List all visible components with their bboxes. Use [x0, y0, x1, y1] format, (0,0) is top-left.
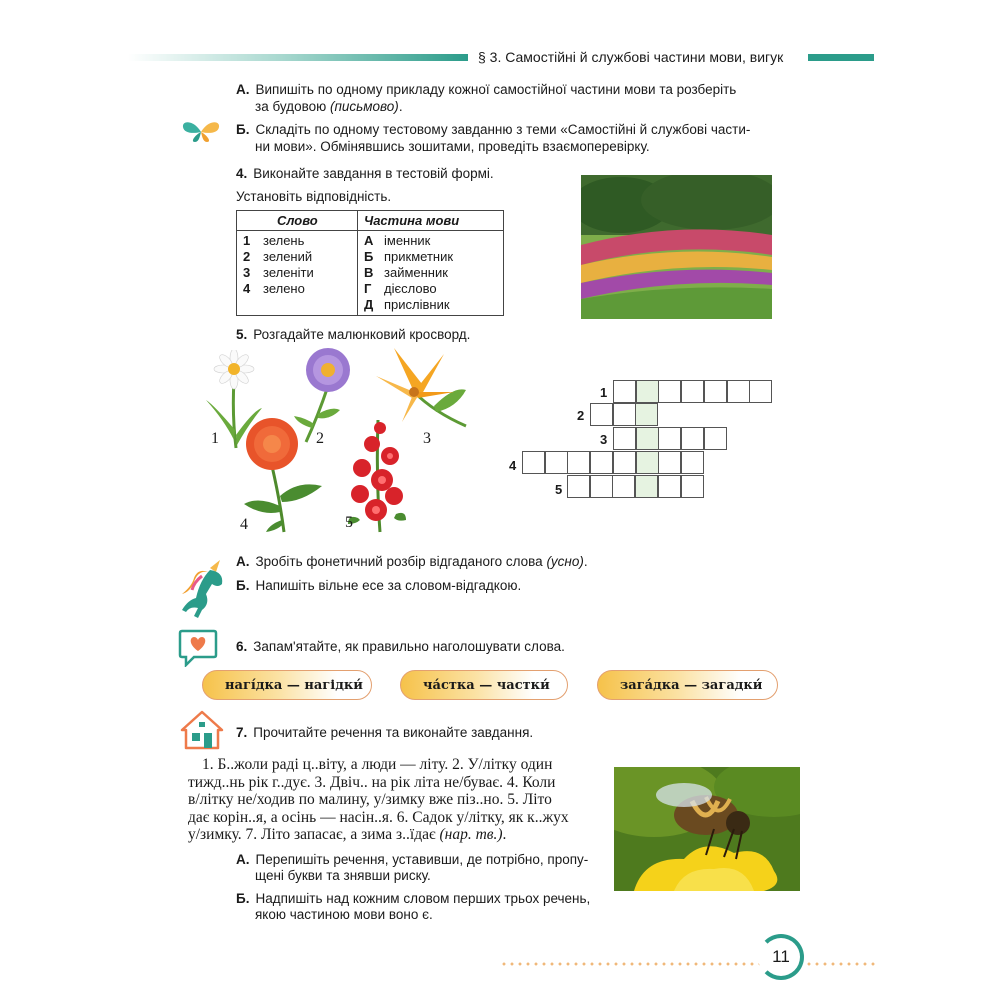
task4-instruction: Установіть відповідність.: [236, 189, 392, 204]
footer-dots: [500, 962, 762, 966]
task6-heading: 6. Запам'ятайте, як правильно наголошувати слова.: [236, 639, 565, 654]
unicorn-icon: [180, 560, 232, 618]
proverb-line: в/літку не/ходив по малину, у/зимку вже піз..но. 5. Літо: [188, 791, 552, 808]
stress-pill-nagidka: нагі́дка — нагідки́: [202, 670, 372, 700]
task-b1-line2: ни мови». Обмінявшись зошитами, проведіть взаємоперевірку.: [255, 139, 650, 154]
mallow-illustration: [346, 418, 408, 534]
list-item: Г дієслово: [364, 281, 437, 296]
crossword-cell: [704, 427, 727, 450]
crossword-cell: [681, 380, 704, 403]
crossword-cell: [658, 475, 681, 498]
list-item: 2 зелений: [243, 249, 313, 264]
crossword-cell: [704, 380, 727, 403]
task-b2-text: Б. Напишіть вільне есе за словом-відгадкою.: [236, 578, 522, 593]
list-item: Б прикметник: [364, 249, 454, 264]
crossword-cell: [567, 475, 590, 498]
page-header-title: § 3. Самостійні й службові частини мови, вигук: [478, 49, 784, 65]
butterfly-icon: [180, 118, 222, 144]
header-decor-bar-right: [808, 54, 874, 61]
crossword-cell: [636, 380, 659, 403]
proverb-line: 1. Б..жоли раді ц..віту, а люди — літу. 2. У/літку один: [202, 756, 553, 773]
matching-table: [236, 210, 504, 316]
crossword-cell: [749, 380, 772, 403]
list-item: А іменник: [364, 233, 431, 248]
flower-label-4: 4: [240, 516, 248, 533]
crossword-cell: [590, 475, 613, 498]
garden-photo: [581, 175, 772, 319]
proverbs-text: [188, 756, 608, 844]
crossword-cell: [658, 380, 681, 403]
crossword-cell: [613, 403, 636, 426]
part-list: [358, 231, 504, 316]
crossword-cell: [681, 427, 704, 450]
stress-pill-chastka: ча́стка — частки́: [400, 670, 568, 700]
crossword-cell: [681, 451, 704, 474]
crossword-cell: [636, 427, 659, 450]
crossword-cell: [658, 451, 681, 474]
crossword-cell: [522, 451, 545, 474]
task7-b-line2: якою частиною мови воно є.: [255, 907, 433, 922]
crossword-cell: [545, 451, 568, 474]
crossword-cell: [613, 427, 636, 450]
task-a1-line2: за будовою (письмово).: [255, 99, 403, 114]
crossword-number-4: 4: [509, 458, 517, 473]
list-item: Д прислівник: [364, 297, 450, 312]
task7-a-line2: щені букви та знявши риску.: [255, 868, 431, 883]
stress-pill-zagadka: зага́дка — загадки́: [597, 670, 778, 700]
crossword-cell: [612, 475, 635, 498]
task4-heading: 4. Виконайте завдання в тестовій формі.: [236, 166, 494, 181]
crossword-number-2: 2: [577, 408, 585, 423]
crossword-cell: [658, 427, 681, 450]
crossword-cell: [727, 380, 750, 403]
proverb-line: тижд..нь рік г..дує. 3. Двіч.. на рік літа не/буває. 4. Коли: [188, 773, 556, 791]
crossword-number-5: 5: [555, 482, 563, 497]
flower-label-1: 1: [211, 430, 219, 447]
crossword-cell: [635, 403, 658, 426]
footer-dots-right: [805, 962, 875, 966]
crossword-cell: [613, 451, 636, 474]
list-item: 3 зеленіти: [243, 265, 314, 280]
crossword-cell: [590, 451, 613, 474]
house-icon: [180, 710, 224, 750]
task-a1-line1: А. Випишіть по одному прикладу кожної самостійної частини мови та розберіть: [236, 82, 737, 97]
table-header-part: Частина мови: [358, 211, 504, 231]
bee-photo: [614, 767, 800, 891]
flower-label-5: 5: [345, 514, 353, 531]
crossword-cell: [590, 403, 613, 426]
task-b1-line1: Б. Складіть по одному тестовому завданню з теми «Самостійні й службові части-: [236, 122, 751, 137]
table-header-word: Слово: [237, 211, 358, 231]
header-decor-bar: [128, 54, 468, 61]
crossword-cell: [635, 475, 658, 498]
flower-label-2: 2: [316, 430, 324, 447]
crossword-number-3: 3: [600, 432, 608, 447]
crossword-number-1: 1: [600, 385, 608, 400]
proverb-line: у/зимку. 7. Літо запасає, а зима з..їдає (нар. тв.).: [188, 826, 507, 843]
crossword-cell: [636, 451, 659, 474]
task7-a-line1: А. Перепишіть речення, уставивши, де потрібно, пропу-: [236, 852, 589, 867]
lily-illustration: [374, 346, 470, 428]
crossword-cell: [613, 380, 636, 403]
list-item: 4 зелено: [243, 281, 305, 296]
word-list: [237, 231, 358, 316]
crossword-cell: [681, 475, 704, 498]
crossword-cell: [567, 451, 590, 474]
task-a2-text: А. Зробіть фонетичний розбір відгаданого слова (усно).: [236, 554, 588, 569]
list-item: 1 зелень: [243, 233, 305, 248]
dahlia-illustration: [240, 416, 326, 534]
list-item: В займенник: [364, 265, 448, 280]
task7-b-line1: Б. Надпишіть над кожним словом перших трьох речень,: [236, 891, 591, 906]
flower-label-3: 3: [423, 430, 431, 447]
task5-heading: 5. Розгадайте малюнковий кросворд.: [236, 327, 471, 342]
heart-speech-icon: [178, 629, 218, 667]
task7-heading: 7. Прочитайте речення та виконайте завдання.: [236, 725, 534, 740]
proverb-line: дає корін..я, а осінь — насін..я. 6. Садок у/літку, як к..жух: [188, 808, 569, 826]
page-number: 11: [758, 934, 804, 980]
